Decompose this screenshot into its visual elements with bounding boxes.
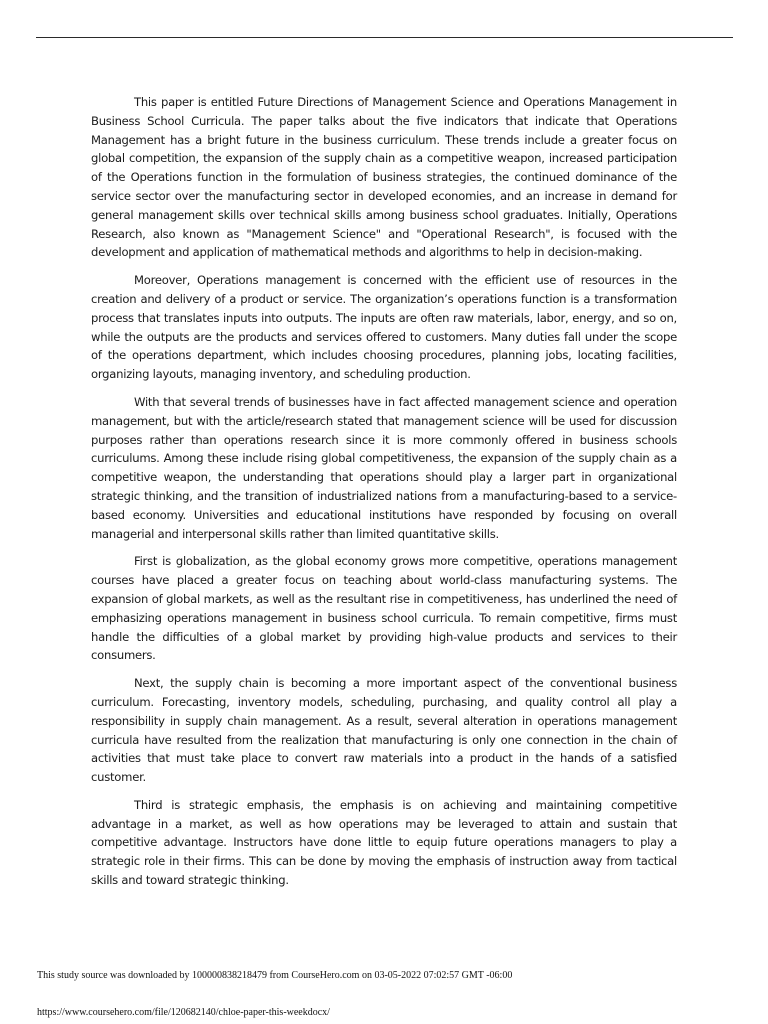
header-divider	[36, 37, 733, 38]
paragraph-globalization: First is globalization, as the global economy grows more competitive, operations management courses have placed a greater focus on teaching about world-class manufacturing systems. The expansion of global markets, as well as the resultant rise in competitiveness, has underlined the need of emphasizing operations management in business school curricula. To remain competitive, firms must handle the difficulties of a global market by providing high-value products and services to their consumers.	[91, 554, 677, 663]
paragraph-operations-management: Moreover, Operations management is concerned with the efficient use of resources in the creation and delivery of a product or service. The organization’s operations function is a transformation process that translates inputs into outputs. The inputs are often raw materials, labor, energy, and so on, while the outputs are the products and services offered to customers. Many duties fall under the scope of the operations department, which includes choosing procedures, planning jobs, locating facilities, organizing layouts, managing inventory, and scheduling production.	[91, 273, 677, 382]
download-source-note: This study source was downloaded by 100000838218479 from CourseHero.com on 03-05-2022 07:02:57 GMT -06:00	[37, 970, 513, 981]
paragraph-strategic-emphasis: Third is strategic emphasis, the emphasis is on achieving and maintaining competitive advantage in a market, as well as how operations may be leveraged to attain and sustain that competitive advantage. Instructors have done little to equip future operations managers to play a strategic role in their firms. This can be done by moving the emphasis of instruction away from tactical skills and toward strategic thinking.	[91, 797, 677, 888]
document-body	[91, 93, 677, 899]
paragraph-supply-chain: Next, the supply chain is becoming a more important aspect of the conventional business curriculum. Forecasting, inventory models, scheduling, purchasing, and quality control all play a responsibility in supply chain management. As a result, several alteration in operations management curricula have resulted from the realization that manufacturing is only one connection in the chain of activities that must take place to convert raw materials into a product in the hands of a satisfied customer.	[91, 676, 677, 785]
paragraph-trends: With that several trends of businesses have in fact affected management science and operation management, but with the article/research stated that management science will be used for discussion purposes rather than operations research since it is more commonly offered in business schools curriculums. Among these include rising global competitiveness, the expansion of the supply chain as a competitive weapon, the understanding that operations should play a larger part in organizational strategic thinking, and the transition of industrialized nations from a manufacturing-based to a service-based economy. Universities and educational institutions have responded by focusing on overall managerial and interpersonal skills rather than limited quantitative skills.	[91, 394, 677, 541]
source-url-link[interactable]: https://www.coursehero.com/file/120682140/chloe-paper-this-weekdocx/	[37, 1007, 330, 1018]
paragraph-intro: This paper is entitled Future Directions of Management Science and Operations Management in Business School Curricula. The paper talks about the five indicators that indicate that Operations Management has a bright future in the business curriculum. These trends include a greater focus on global competition, the expansion of the supply chain as a competitive weapon, increased participation of the Operations function in the formulation of business strategies, the continued dominance of the service sector over the manufacturing sector in developed economies, and an increase in demand for general management skills over technical skills among business school graduates. Initially, Operations Research, also known as "Management Science" and "Operational Research", is focused with the development and application of mathematical methods and algorithms to help in decision-making.	[91, 95, 677, 260]
